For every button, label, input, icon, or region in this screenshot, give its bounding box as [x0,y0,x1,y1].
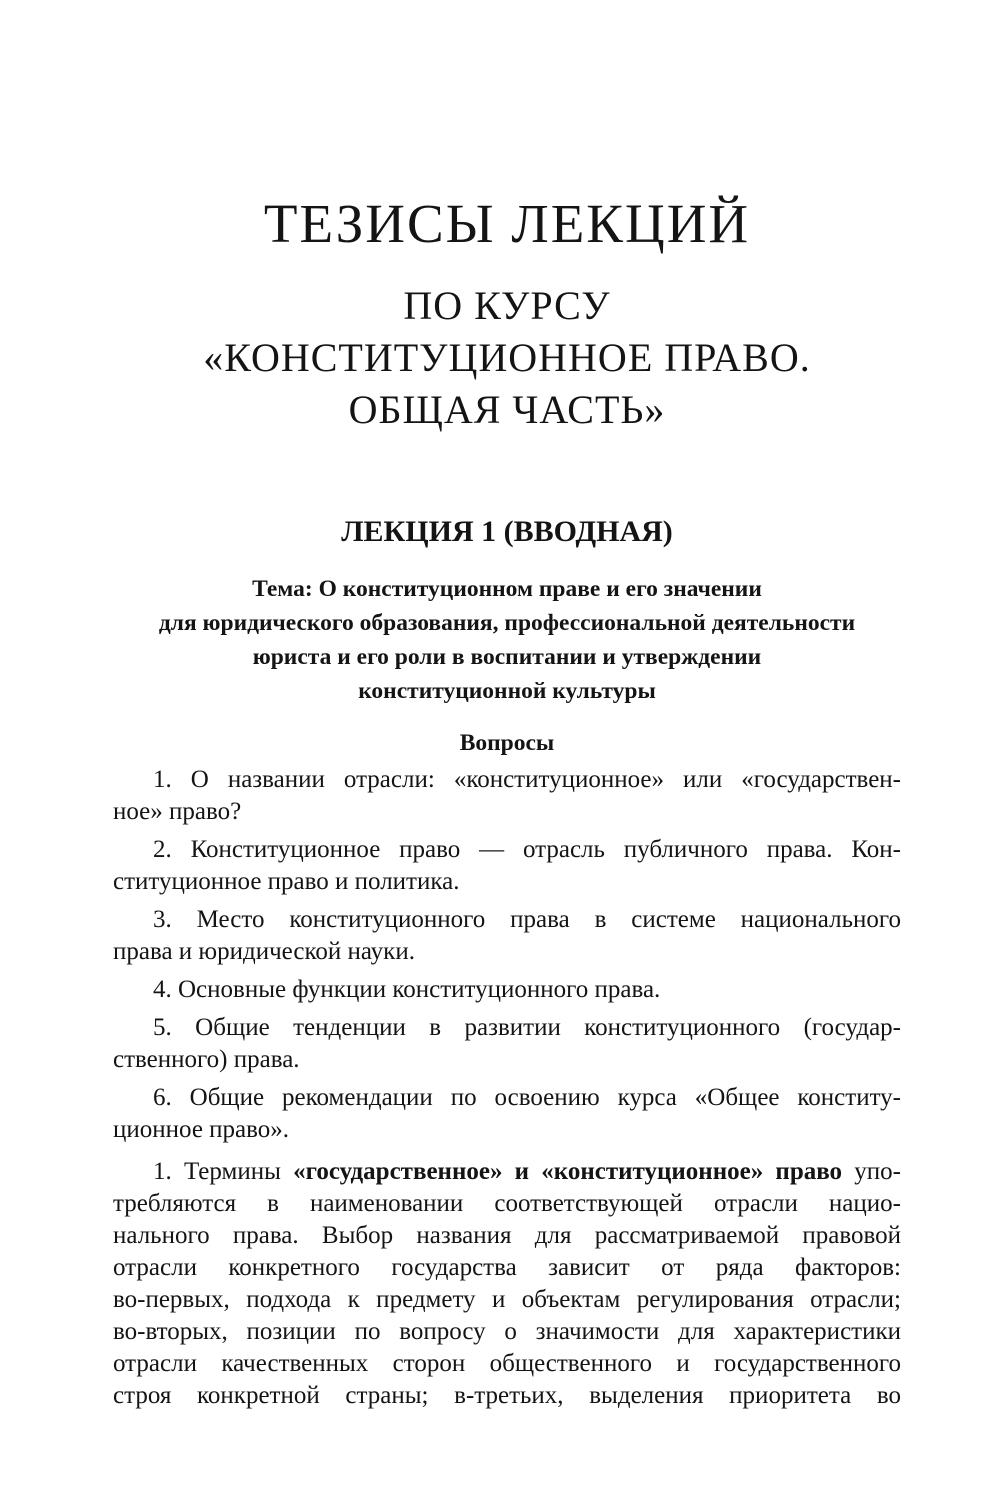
question-line: 1. О названии отрасли: «конституционное» или «государствен- [153,766,901,793]
paragraph-term: «государственное» и «конституционное» право [293,1158,843,1185]
paragraph-line: во-вторых, позиции по вопросу о значимости для характеристики [113,1318,901,1345]
question-item [113,834,901,898]
paragraph-line: требляются в наименовании соответствующей отрасли нацио- [113,1190,901,1217]
body-paragraph [113,1156,901,1412]
paragraph-line [113,1156,901,1188]
topic-line: Тема: О конституционном праве и его значении [252,576,762,602]
question-item [113,1012,901,1076]
questions-heading: Вопросы [459,730,555,756]
main-title: ТЕЗИСЫ ЛЕКЦИЙ [263,193,751,254]
subtitle-line: ОБЩАЯ ЧАСТЬ» [348,387,666,432]
paragraph-suffix: упо- [842,1158,901,1185]
question-line: 6. Общие рекомендации по освоению курса «Общее конститу- [153,1084,901,1111]
course-subtitle [113,280,901,436]
question-item [113,1082,901,1146]
subtitle-line: «КОНСТИТУЦИОННОЕ ПРАВО. [203,335,811,380]
question-line: 2. Конституционное право — отрасль публичного права. Кон- [153,836,901,863]
paragraph-prefix: 1. Термины [153,1158,294,1185]
question-line: 5. Общие тенденции в развитии конституционного (государ- [153,1014,901,1041]
lecture-title: ЛЕКЦИЯ 1 (ВВОДНАЯ) [341,515,673,548]
document-page [113,0,901,1498]
paragraph-line: отрасли качественных сторон общественного и государственного [113,1350,901,1377]
question-line: ционное право». [113,1116,290,1143]
paragraph-line: во-первых, подхода к предмету и объектам регулирования отрасли; [113,1286,901,1313]
question-item [113,764,901,828]
question-line: ственного) права. [113,1046,300,1073]
question-line: права и юридической науки. [113,938,415,965]
subtitle-line: ПО КУРСУ [403,283,611,328]
question-line: 4. Основные функции конституционного права. [153,976,661,1003]
question-line: 3. Место конституционного права в системе национального [153,906,901,933]
topic-line: юриста и его роли в воспитании и утверждении [252,644,762,670]
question-line: ное» право? [113,798,242,825]
lecture-topic [113,572,901,708]
paragraph-line: строя конкретной страны; в-третьих, выделения приоритета во [113,1382,901,1409]
topic-line: для юридического образования, профессиональной деятельности [158,610,856,636]
paragraph-line: отрасли конкретного государства зависит от ряда факторов: [113,1254,901,1281]
question-line: ституционное право и политика. [113,868,460,895]
topic-line: конституционной культуры [358,678,656,704]
paragraph-line: нального права. Выбор названия для рассматриваемой правовой [113,1222,901,1249]
questions-list [113,764,901,1152]
question-item [113,974,901,1006]
question-item [113,904,901,968]
